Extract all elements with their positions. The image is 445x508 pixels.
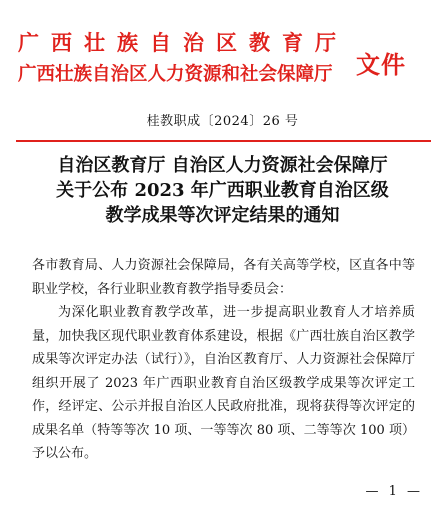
issuer-education-department: 广西壮族自治区教育厅 (18, 30, 348, 55)
issuer-hr-social-security-department: 广西壮族自治区人力资源和社会保障厅 (18, 64, 333, 85)
red-divider (16, 140, 431, 142)
document-body (32, 254, 415, 466)
page-number: — 1 — (365, 484, 423, 499)
title-line-1: 自治区教育厅 自治区人力资源社会保障厅 (57, 155, 388, 176)
salutation: 各市教育局、人力资源社会保障局，各有关高等学校，区直各中等职业学校，各行业职业教育教学指导委员会： (32, 258, 415, 297)
document-title (0, 153, 445, 228)
document-number: 桂教职成〔2024〕26 号 (146, 114, 299, 129)
title-line-2: 关于公布 2023 年广西职业教育自治区级 (56, 180, 389, 201)
document-kind-label: 文件 (356, 50, 406, 79)
red-header (0, 0, 445, 96)
body-paragraph: 为深化职业教育教学改革，进一步提高职业教育人才培养质量，加快我区现代职业教育体系建设，根据《广西壮族自治区教学成果等次评定办法（试行）》，自治区教育厅、人力资源社会保障厅组织开展了 2023 年广西职业教育自治区级教学成果等次评定工作，经评定、公示并报自治区人民政府批准，现将获得等次评定的成果名单（特等等次 10 项、一等等次 80 项、二等等次 100 项）予以公布。 (32, 305, 415, 461)
title-line-3: 教学成果等次评定结果的通知 (105, 205, 340, 226)
